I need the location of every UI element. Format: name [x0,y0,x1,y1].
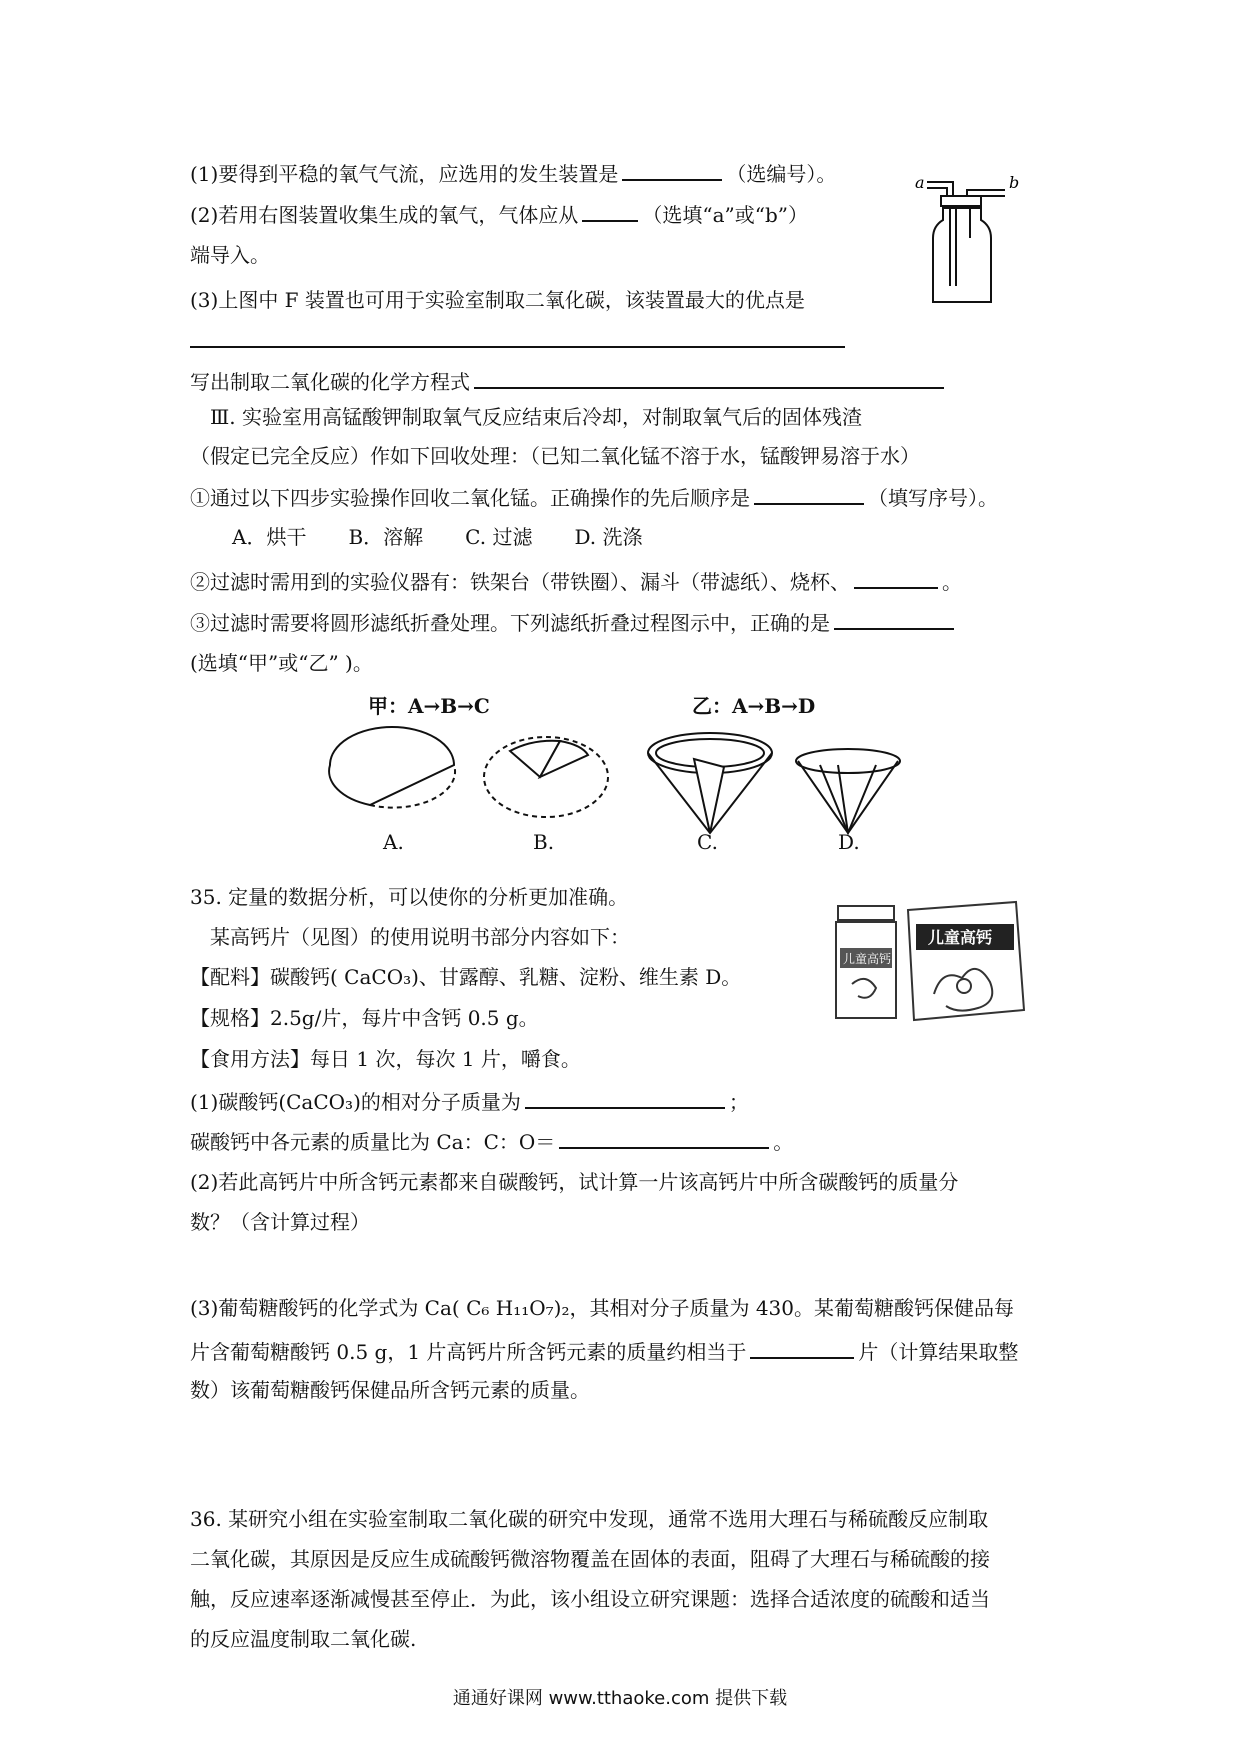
part3-step-3-hint: (选填“甲”或“乙” )。 [190,651,373,675]
sequence-jia: 甲：A→B→C [368,694,490,718]
q2-continuation: 端导入。 [190,243,270,267]
caption-d: D. [838,830,860,854]
q2-line: (2)若用右图装置收集生成的氧气，气体应从 （选填“a”或“b”） [190,198,808,230]
fold-figure-b [484,737,608,817]
answer-blank[interactable] [474,365,944,389]
answer-blank[interactable] [559,1125,769,1149]
q35-ingredients: 【配料】碳酸钙( CaCO₃)、甘露醇、乳糖、淀粉、维生素 D。 [190,965,742,989]
q36-line-2: 二氧化碳，其原因是反应生成硫酸钙微溶物覆盖在固体的表面，阻碍了大理石与稀硫酸的接 [190,1547,990,1571]
filter-paper-figures [320,725,920,845]
answer-blank[interactable] [525,1085,725,1109]
q35-part2-a: (2)若此高钙片中所含钙元素都来自碳酸钙，试计算一片该高钙片中所含碳酸钙的质量分 [190,1170,959,1194]
answer-line[interactable] [190,346,845,348]
part3-step-1: ①通过以下四步实验操作回收二氧化锰。正确操作的先后顺序是 （填写序号）。 [190,481,998,513]
label-a: a [915,173,925,192]
answer-blank[interactable] [834,606,954,630]
answer-blank[interactable] [854,565,938,589]
equation-line: 写出制取二氧化碳的化学方程式 [190,365,948,397]
part3-intro-2: （假定已完全反应）作如下回收处理：（已知二氧化锰不溶于水，锰酸钾易溶于水） [190,444,920,468]
caption-a: A. [383,830,404,854]
q36-line-1: 36. 某研究小组在实验室制取二氧化碳的研究中发现，通常不选用大理石与稀硫酸反应制取 [190,1507,989,1531]
q35-part3-c: 数）该葡萄糖酸钙保健品所含钙元素的质量。 [190,1378,590,1402]
part3-step-2: ②过滤时需用到的实验仪器有：铁架台（带铁圈）、漏斗（带滤纸）、烧杯、 。 [190,565,962,597]
q35-part2-b: 数？（含计算过程） [190,1210,370,1234]
fold-figure-a [329,727,455,808]
answer-blank[interactable] [582,198,638,222]
gas-bottle-figure [905,168,1025,308]
answer-blank[interactable] [750,1335,854,1359]
q35-part1-ratio: 碳酸钙中各元素的质量比为 Ca：C：O＝ 。 [190,1125,793,1157]
operation-options: A．烘干 B．溶解 C. 过滤 D. 洗涤 [232,525,643,549]
fold-figure-d [796,749,900,833]
caption-b: B. [533,830,555,854]
bottle-label: 儿童高钙 [843,952,892,966]
q35-part3-a: (3)葡萄糖酸钙的化学式为 Ca( C₆ H₁₁O₇)₂，其相对分子质量为 430。某葡萄糖酸钙保健品每 [190,1296,1014,1320]
q36-line-3: 触，反应速率逐渐减慢甚至停止．为此，该小组设立研究课题：选择合适浓度的硫酸和适当 [190,1587,990,1611]
q35-part3-b: 片含葡萄糖酸钙 0.5 g，1 片高钙片所含钙元素的质量约相当于 片（计算结果取整 [190,1335,1018,1367]
box-label: 儿童高钙 [928,928,993,947]
q35-intro: 某高钙片（见图）的使用说明书部分内容如下： [210,925,630,949]
q1-line: (1)要得到平稳的氧气气流，应选用的发生装置是 （选编号）。 [190,157,836,189]
q36-line-4: 的反应温度制取二氧化碳. [190,1627,417,1651]
answer-blank[interactable] [622,157,722,181]
calcium-tablet-picture [830,898,1030,1028]
q35-usage: 【食用方法】每日 1 次，每次 1 片，嚼食。 [190,1047,581,1071]
q35-title: 35. 定量的数据分析，可以使你的分析更加准确。 [190,885,629,909]
part3-intro-1: Ⅲ. 实验室用高锰酸钾制取氧气反应结束后冷却，对制取氧气后的固体残渣 [210,405,863,429]
q35-part1: (1)碳酸钙(CaCO₃)的相对分子质量为 ； [190,1085,749,1117]
part3-step-3: ③过滤时需要将圆形滤纸折叠处理。下列滤纸折叠过程图示中，正确的是 [190,606,958,638]
sequence-yi: 乙：A→B→D [692,694,816,718]
answer-blank[interactable] [754,481,864,505]
download-footer: 通通好课网 www.tthaoke.com 提供下载 [452,1688,788,1709]
fold-figure-c [648,733,772,833]
q35-spec: 【规格】2.5g/片，每片中含钙 0.5 g。 [190,1006,539,1030]
label-b: b [1009,173,1020,192]
q3-line: (3)上图中 F 装置也可用于实验室制取二氧化碳，该装置最大的优点是 [190,288,805,312]
caption-c: C. [697,830,718,854]
